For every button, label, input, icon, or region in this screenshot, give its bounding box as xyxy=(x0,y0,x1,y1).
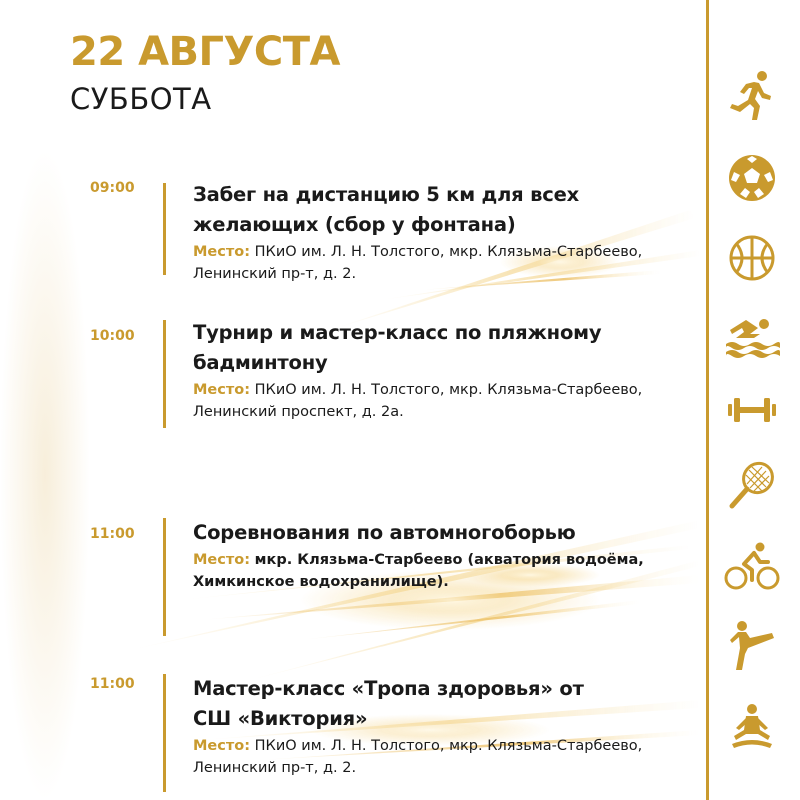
swimmer-icon xyxy=(724,306,780,362)
event-title-line: Турнир и мастер-класс по пляжному xyxy=(193,321,602,344)
event-title-line: желающих (сбор у фонтана) xyxy=(193,213,516,236)
event-location xyxy=(193,549,698,593)
timeline-divider xyxy=(163,320,166,428)
location-line: Ленинский пр-т, д. 2. xyxy=(193,266,357,282)
location-label: Место: xyxy=(193,552,251,568)
location-line: Ленинский пр-т, д. 2. xyxy=(193,760,357,776)
cyclist-icon xyxy=(724,538,780,594)
martial-arts-icon xyxy=(724,618,780,674)
location-line: ПКиО им. Л. Н. Толстого, мкр. Клязьма-Старбеево, xyxy=(254,382,643,398)
event-location xyxy=(193,241,698,285)
timeline-divider xyxy=(163,518,166,636)
event-date: 22 АВГУСТА xyxy=(70,29,340,75)
soccer-ball-icon xyxy=(724,150,780,206)
location-line: мкр. Клязьма-Старбеево (акватория водоёма, xyxy=(254,552,644,568)
yoga-icon xyxy=(724,700,780,756)
page-header xyxy=(70,28,340,116)
event-title xyxy=(193,318,698,378)
basketball-icon xyxy=(724,230,780,286)
event-time: 11:00 xyxy=(90,526,135,542)
timeline-divider xyxy=(163,674,166,792)
event-title xyxy=(193,674,698,734)
tennis-racket-icon xyxy=(724,458,780,514)
dumbbell-icon xyxy=(724,382,780,438)
sidebar-divider xyxy=(706,0,709,800)
event-title xyxy=(193,518,698,548)
location-label: Место: xyxy=(193,738,251,754)
sport-icons-sidebar xyxy=(720,0,800,800)
location-label: Место: xyxy=(193,382,251,398)
event-title-line: Мастер-класс «Тропа здоровья» от xyxy=(193,677,584,700)
event-location xyxy=(193,735,698,779)
event-title-line: бадминтону xyxy=(193,351,328,374)
event-time: 11:00 xyxy=(90,676,135,692)
location-line: ПКиО им. Л. Н. Толстого, мкр. Клязьма-Старбеево, xyxy=(254,738,643,754)
event-title xyxy=(193,180,698,240)
event-time: 10:00 xyxy=(90,328,135,344)
location-label: Место: xyxy=(193,244,251,260)
event-time: 09:00 xyxy=(90,180,135,196)
event-title-line: Забег на дистанцию 5 км для всех xyxy=(193,183,579,206)
runner-icon xyxy=(724,68,780,124)
event-weekday: СУББОТА xyxy=(70,82,212,116)
timeline-divider xyxy=(163,183,166,275)
event-title-line: СШ «Виктория» xyxy=(193,707,368,730)
location-line: ПКиО им. Л. Н. Толстого, мкр. Клязьма-Старбеево, xyxy=(254,244,643,260)
location-line: Химкинское водохранилище). xyxy=(193,574,449,590)
location-line: Ленинский проспект, д. 2а. xyxy=(193,404,404,420)
event-location xyxy=(193,379,698,423)
event-title-line: Соревнования по автомногоборью xyxy=(193,521,576,544)
